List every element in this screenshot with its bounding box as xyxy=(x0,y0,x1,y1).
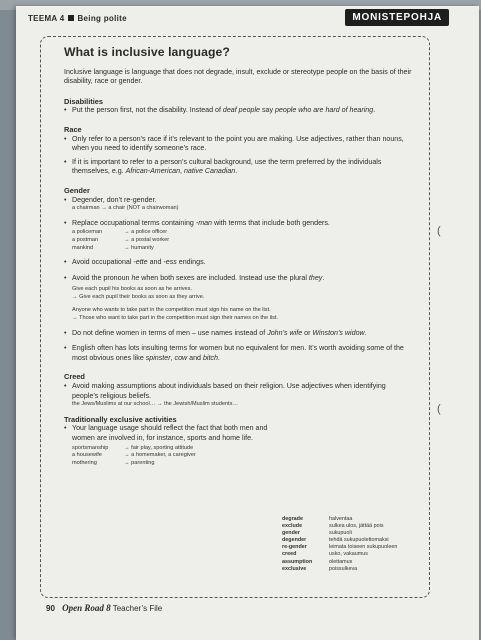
bullet-gender-4: • Avoid the pronoun he when both sexes are included. Instead use the plural they. xyxy=(64,274,414,284)
page-title: What is inclusive language? xyxy=(64,45,230,59)
glossary xyxy=(282,516,409,573)
glossary-translation: sukupuoli xyxy=(329,530,352,537)
glossary-translation: sulkea ulos, jättää pois xyxy=(329,523,384,530)
glossary-translation: usko, vakaumus xyxy=(329,551,368,558)
example-pair xyxy=(72,245,414,253)
handout-tag: MONISTEPOHJA xyxy=(345,9,449,26)
glossary-translation: olettamus xyxy=(329,558,353,565)
glossary-word: degender xyxy=(282,537,307,544)
glossary-row xyxy=(282,530,409,537)
book-brand: Open Road 8 xyxy=(62,603,111,613)
example-pair xyxy=(72,445,414,453)
bullet-creed: • Avoid making assumptions about individuals based on their religion. Use adjectives when identifying people’s religious beliefs. xyxy=(64,382,414,401)
example-pair xyxy=(72,452,414,460)
section-heading-gender: Gender xyxy=(64,185,90,195)
example-term: a housewife xyxy=(72,452,102,459)
glossary-row xyxy=(282,566,409,573)
example-pair xyxy=(72,460,414,468)
bullet-traditional: • Your language usage should reflect the fact that both men and women are involved in, for instance, sports and home life. xyxy=(64,424,282,443)
square-icon xyxy=(68,15,74,21)
glossary-word: assumption xyxy=(282,558,313,565)
margin-mark: ( xyxy=(437,225,441,237)
intro-paragraph: Inclusive language is language that does not degrade, insult, exclude or stereotype people on the basis of their disability, race or gender. xyxy=(64,67,412,86)
glossary-row xyxy=(282,544,409,551)
glossary-row xyxy=(282,523,409,530)
glossary-row xyxy=(282,537,409,544)
example-pair xyxy=(72,237,414,245)
bullet-gender-1: • Degender, don’t re-gender. xyxy=(64,196,414,206)
section-heading-creed: Creed xyxy=(64,372,85,382)
example-occupations xyxy=(72,229,414,252)
glossary-word: creed xyxy=(282,551,297,558)
glossary-translation: halventaa xyxy=(329,516,353,522)
glossary-word: exclusive xyxy=(282,565,307,572)
example-term: mothering xyxy=(72,459,97,466)
example-term: a postman xyxy=(72,236,99,243)
glossary-translation: poissulkeva xyxy=(329,565,358,572)
section-heading-race: Race xyxy=(64,124,82,134)
example-replacement: → a homemaker, a caregiver xyxy=(124,452,196,459)
example-creed: the Jews/Muslims at our school… → the Jewish/Muslim students… xyxy=(72,401,239,408)
example-replacement: → a police officer xyxy=(124,229,168,236)
bullet-gender-5: • Do not define women in terms of men – use names instead of John’s wife or Winston’s widow. xyxy=(64,329,414,339)
bullet-gender-6: • English often has lots insulting terms for women but no equivalent for men. It’s worth avoiding some of the most obvious ones like spinster, cow and bitch. xyxy=(64,344,414,363)
page-footer xyxy=(46,603,162,613)
example-pronoun-2: → Give each pupil their books as soon as they arrive. xyxy=(72,293,205,300)
section-heading-disabilities: Disabilities xyxy=(64,96,104,106)
example-gender-1: a chairman → a chair (NOT a chairwoman) xyxy=(72,205,179,212)
glossary-word: degrade xyxy=(282,516,303,522)
example-replacement: → fair play, sporting attitude xyxy=(124,444,194,451)
example-replacement: → humanity xyxy=(124,244,154,251)
main-content xyxy=(64,45,414,467)
example-activities xyxy=(72,445,414,468)
glossary-word: re-gender xyxy=(282,544,307,551)
section-heading-traditional: Traditionally exclusive activities xyxy=(64,414,177,424)
example-pronoun-1: Give each pupil his books as soon as he arrives. xyxy=(72,286,193,293)
theme-label: TEEMA 4 xyxy=(28,14,65,23)
glossary-word: gender xyxy=(282,530,300,537)
example-pronoun-3: Anyone who wants to take part in the competition must sign his name on the list. xyxy=(72,307,271,314)
example-pronoun-4: → Those who want to take part in the competition must sign their names on the list. xyxy=(72,315,279,322)
glossary-translation: tehdä sukupuolettomaksi xyxy=(329,537,389,544)
theme-header xyxy=(28,14,127,23)
bullet-race-2: • If it is important to refer to a person’s cultural background, use the term preferred by the individuals themselves, e.g. African-American, native Canadian. xyxy=(64,158,414,177)
example-term: mankind xyxy=(72,244,94,251)
example-pair xyxy=(72,229,414,237)
bullet-gender-2: • Replace occupational terms containing -man with terms that include both genders. xyxy=(64,219,414,229)
glossary-word: exclude xyxy=(282,523,303,530)
glossary-row xyxy=(282,551,409,558)
glossary-row xyxy=(282,559,409,566)
footer-suffix: Teacher’s File xyxy=(112,604,163,613)
bullet-race-1: • Only refer to a person’s race if it’s relevant to the point you are making. Use adjectives, rather than nouns, when you need to identify someone’s race. xyxy=(64,135,414,154)
example-replacement: → parenting xyxy=(124,459,155,466)
margin-mark: ( xyxy=(437,403,441,415)
page-number: 90 xyxy=(46,604,55,613)
bullet-disabilities: • Put the person first, not the disability. Instead of deaf people say people who are hard of hearing. xyxy=(64,106,414,116)
bullet-gender-3: • Avoid occupational -ette and -ess endings. xyxy=(64,258,414,268)
example-term: sportsmanship xyxy=(72,444,109,451)
example-replacement: → a postal worker xyxy=(124,236,170,243)
glossary-row xyxy=(282,516,409,523)
example-term: a policeman xyxy=(72,229,103,236)
glossary-translation: leimata toiseen sukupuoleen xyxy=(329,544,398,551)
theme-title: Being polite xyxy=(77,14,127,23)
